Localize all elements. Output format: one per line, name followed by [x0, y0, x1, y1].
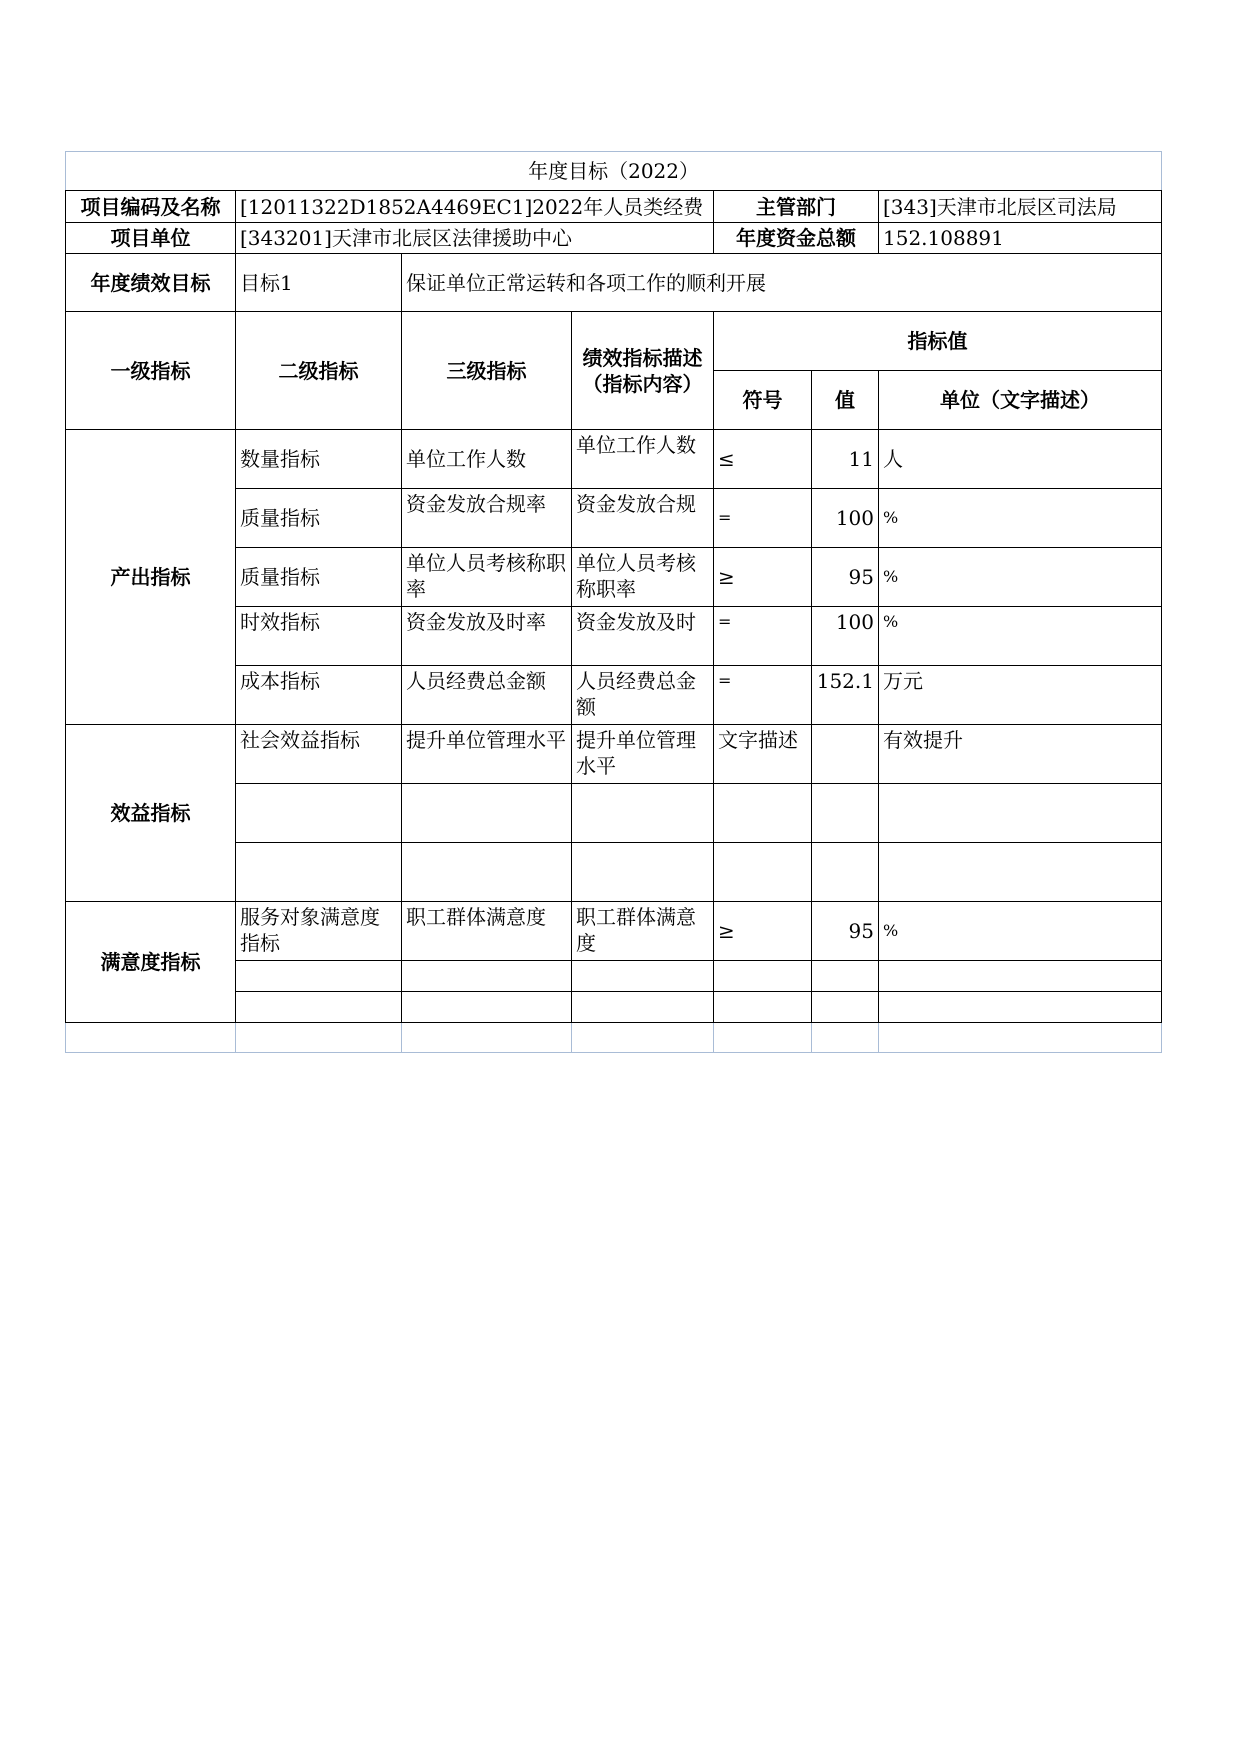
col-level3: 三级指标 — [402, 312, 572, 430]
page-title: 年度目标（2022） — [66, 152, 1162, 191]
unit-cell: 万元 — [879, 666, 1162, 725]
value-cell: 100 — [812, 607, 879, 666]
group-output: 产出指标 — [66, 430, 236, 725]
col-value-group: 指标值 — [714, 312, 1162, 371]
trailing-row — [66, 1023, 1162, 1053]
unit-cell: % — [879, 607, 1162, 666]
value-cell: 11 — [812, 430, 879, 489]
fund-label: 年度资金总额 — [714, 223, 879, 254]
level3-cell: 职工群体满意度 — [402, 902, 572, 961]
target-description: 保证单位正常运转和各项工作的顺利开展 — [402, 254, 1162, 312]
value-cell — [812, 725, 879, 784]
goal-table — [65, 151, 1162, 1053]
desc-cell: 资金发放合规 — [572, 489, 714, 548]
annual-goal-row — [66, 254, 1162, 312]
level2-cell: 服务对象满意度指标 — [236, 902, 402, 961]
col-desc: 绩效指标描述（指标内容） — [572, 312, 714, 430]
desc-cell: 单位人员考核称职率 — [572, 548, 714, 607]
table-row — [66, 430, 1162, 489]
desc-cell: 职工群体满意度 — [572, 902, 714, 961]
desc-cell: 资金发放及时 — [572, 607, 714, 666]
value-cell: 152.1 — [812, 666, 879, 725]
fund-value: 152.108891 — [879, 223, 1162, 254]
level2-cell: 质量指标 — [236, 489, 402, 548]
title-row — [66, 152, 1162, 191]
dept-value: [343]天津市北辰区司法局 — [879, 191, 1162, 223]
symbol-cell: = — [714, 666, 812, 725]
unit-cell: % — [879, 902, 1162, 961]
value-cell: 95 — [812, 548, 879, 607]
level3-cell: 提升单位管理水平 — [402, 725, 572, 784]
project-code-row — [66, 191, 1162, 223]
symbol-cell: = — [714, 607, 812, 666]
symbol-cell: 文字描述 — [714, 725, 812, 784]
level3-cell: 单位人员考核称职率 — [402, 548, 572, 607]
col-unit: 单位（文字描述） — [879, 371, 1162, 430]
group-benefit: 效益指标 — [66, 725, 236, 902]
col-value: 值 — [812, 371, 879, 430]
group-satisfaction: 满意度指标 — [66, 902, 236, 1023]
desc-cell: 提升单位管理水平 — [572, 725, 714, 784]
project-unit-row — [66, 223, 1162, 254]
unit-value: [343201]天津市北辰区法律援助中心 — [236, 223, 714, 254]
annual-goal-label: 年度绩效目标 — [66, 254, 236, 312]
column-header-row-1 — [66, 312, 1162, 371]
symbol-cell: ≤ — [714, 430, 812, 489]
performance-goal-sheet — [65, 151, 1161, 1057]
level2-cell: 成本指标 — [236, 666, 402, 725]
level2-cell: 社会效益指标 — [236, 725, 402, 784]
value-cell: 95 — [812, 902, 879, 961]
level2-cell: 数量指标 — [236, 430, 402, 489]
desc-cell: 单位工作人数 — [572, 430, 714, 489]
col-symbol: 符号 — [714, 371, 812, 430]
desc-cell: 人员经费总金额 — [572, 666, 714, 725]
target-name: 目标1 — [236, 254, 402, 312]
level2-cell: 质量指标 — [236, 548, 402, 607]
project-code-value: [12011322D1852A4469EC1]2022年人员类经费 — [236, 191, 714, 223]
level2-cell: 时效指标 — [236, 607, 402, 666]
unit-cell: % — [879, 548, 1162, 607]
symbol-cell: ≥ — [714, 548, 812, 607]
level3-cell: 单位工作人数 — [402, 430, 572, 489]
table-row — [66, 725, 1162, 784]
symbol-cell: ≥ — [714, 902, 812, 961]
level3-cell: 资金发放及时率 — [402, 607, 572, 666]
table-row — [66, 902, 1162, 961]
dept-label: 主管部门 — [714, 191, 879, 223]
value-cell: 100 — [812, 489, 879, 548]
unit-cell: 人 — [879, 430, 1162, 489]
level3-cell: 人员经费总金额 — [402, 666, 572, 725]
unit-label: 项目单位 — [66, 223, 236, 254]
symbol-cell: = — [714, 489, 812, 548]
project-code-label: 项目编码及名称 — [66, 191, 236, 223]
col-level1: 一级指标 — [66, 312, 236, 430]
level3-cell: 资金发放合规率 — [402, 489, 572, 548]
unit-cell: 有效提升 — [879, 725, 1162, 784]
unit-cell: % — [879, 489, 1162, 548]
col-level2: 二级指标 — [236, 312, 402, 430]
